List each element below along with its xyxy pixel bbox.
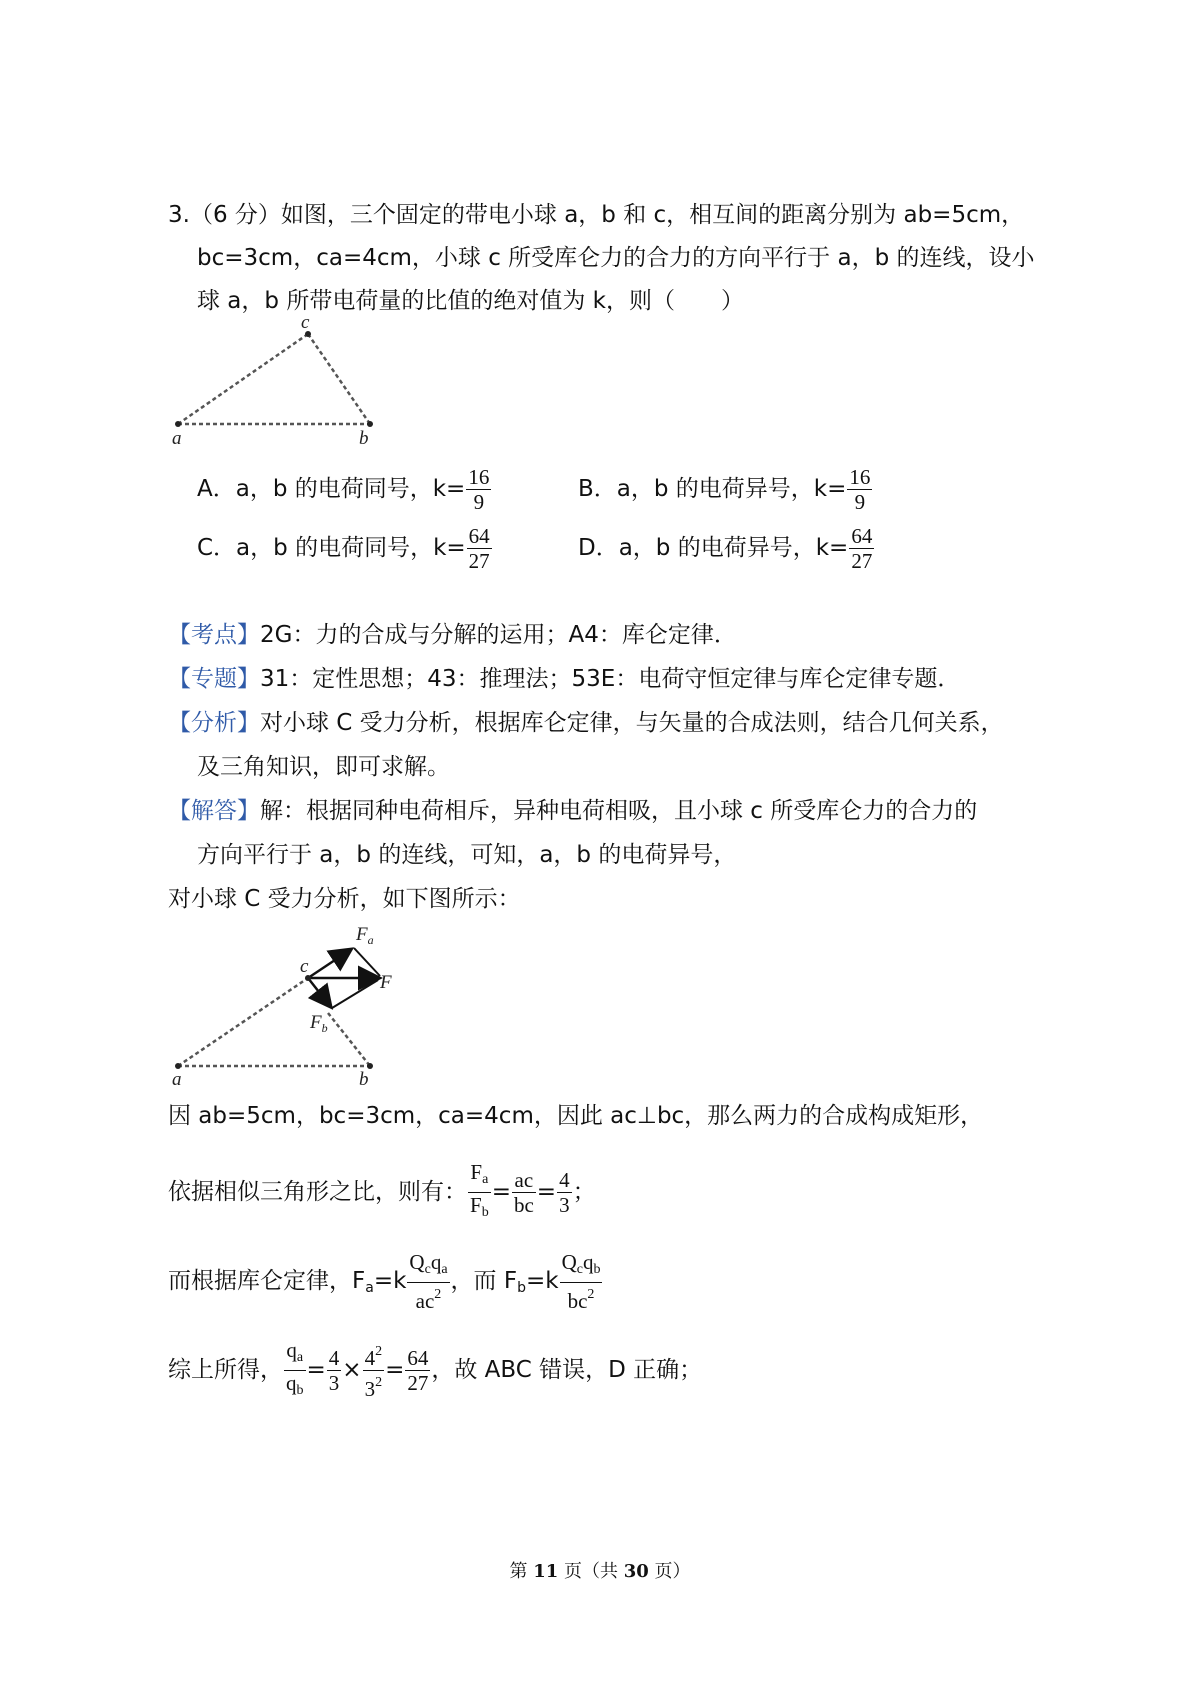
label-c: c: [301, 312, 310, 333]
zhuanti-text: 31：定性思想；43：推理法；53E：电荷守恒定律与库仑定律专题．: [260, 666, 961, 692]
result: $\frac{64}{27}$: [407, 1346, 429, 1395]
option-c-fraction: $\frac{64}{27}$: [468, 524, 490, 573]
kaodian-tag: 【考点】: [168, 622, 260, 648]
derivation-line-1: 因 ab=5cm，bc=3cm，ca=4cm，因此 ac⊥bc，那么两力的合成构成矩形，: [168, 1103, 984, 1129]
page-number: 11: [533, 1561, 559, 1582]
kaodian-text: 2G：力的合成与分解的运用；A4：库仑定律．: [260, 622, 737, 648]
option-c[interactable]: [197, 524, 493, 573]
option-d-fraction: $\frac{64}{27}$: [851, 524, 873, 573]
fenxi-text-1: 对小球 C 受力分析，根据库仑定律，与矢量的合成法则，结合几何关系，: [260, 710, 1004, 736]
derivation-line-4: 综上所得， $\frac{q_a}{q_b}$ = $\frac{4}{3}$ × $\frac{4^2}{3^2}$ = $\frac{64}{27}$ ，故 ABC 错误，D 正确；: [168, 1338, 703, 1401]
option-a[interactable]: [197, 465, 492, 514]
label-c: c: [300, 956, 309, 977]
question-line-1: 3.（6 分）如图，三个固定的带电小球 a，b 和 c，相互间的距离分别为 ab=5cm，: [168, 202, 1025, 228]
derivation-line-3: 而根据库仑定律，$F_a=k$ $\frac{Q_cq_a}{ac^2}$ ，而 $F_b=k$ $\frac{Q_cq_b}{bc^2}$: [168, 1250, 601, 1313]
jieda-line-3: 对小球 C 受力分析，如下图所示：: [168, 886, 521, 912]
jieda-text-1: 解：根据同种电荷相斥，异种电荷相吸，且小球 c 所受库仑力的合力的: [260, 798, 978, 824]
fenxi-line-2: 及三角知识，即可求解。: [197, 754, 450, 780]
jieda-tag: 【解答】: [168, 798, 260, 824]
option-a-text: A．a，b 的电荷同号，k=: [197, 476, 466, 502]
zhuanti-tag: 【专题】: [168, 666, 260, 692]
coulomb-fa: $\frac{Q_cq_a}{ac^2}$: [409, 1250, 448, 1313]
coulomb-fb: $\frac{Q_cq_b}{bc^2}$: [561, 1250, 601, 1313]
label-fa: $F_a$: [356, 924, 374, 947]
label-f: F: [380, 972, 392, 993]
triangle-figure: [160, 310, 400, 450]
four-thirds-2: $\frac{4}{3}$: [328, 1346, 340, 1395]
option-b-fraction: $\frac{16}{9}$: [849, 465, 871, 514]
fa-over-fb: $\frac{F_a}{F_b}$: [470, 1160, 489, 1220]
kaodian-line: [168, 620, 737, 650]
option-b-text: B．a，b 的电荷异号，k=: [578, 476, 847, 502]
four-thirds: $\frac{4}{3}$: [559, 1168, 570, 1217]
label-b: b: [359, 428, 369, 449]
option-c-text: C．a，b 的电荷同号，k=: [197, 535, 466, 561]
jieda-line-2: 方向平行于 a，b 的连线，可知，a，b 的电荷异号，: [197, 842, 737, 868]
label-b: b: [359, 1069, 369, 1088]
fenxi-tag: 【分析】: [168, 710, 260, 736]
derivation-line-2: 依据相似三角形之比，则有： $\frac{F_a}{F_b}$ = $\frac{ac}{bc}$ = $\frac{4}{3}$ ；: [168, 1160, 596, 1225]
option-a-fraction: $\frac{16}{9}$: [468, 465, 490, 514]
option-b[interactable]: [578, 465, 873, 514]
zhuanti-line: [168, 664, 960, 694]
qa-over-qb: $\frac{q_a}{q_b}$: [286, 1338, 304, 1398]
label-a: a: [172, 428, 182, 449]
jieda-line-1: [168, 796, 977, 826]
label-a: a: [172, 1069, 182, 1088]
option-d[interactable]: [578, 524, 875, 573]
question-line-2: bc=3cm，ca=4cm，小球 c 所受库仑力的合力的方向平行于 a，b 的连线，设小: [197, 245, 1035, 271]
label-fb: $F_b$: [310, 1012, 328, 1035]
page-total: 30: [623, 1561, 649, 1582]
ac-over-bc: $\frac{ac}{bc}$: [513, 1168, 534, 1217]
page-footer: 第 11 页（共 30 页）: [509, 1561, 691, 1582]
fenxi-line-1: [168, 708, 1004, 738]
option-d-text: D．a，b 的电荷异号，k=: [578, 535, 849, 561]
question-line-3: 球 a，b 所带电荷量的比值的绝对值为 k，则（ ）: [197, 288, 744, 314]
force-diagram: [160, 918, 420, 1088]
squares: $\frac{4^2}{3^2}$: [363, 1340, 385, 1401]
